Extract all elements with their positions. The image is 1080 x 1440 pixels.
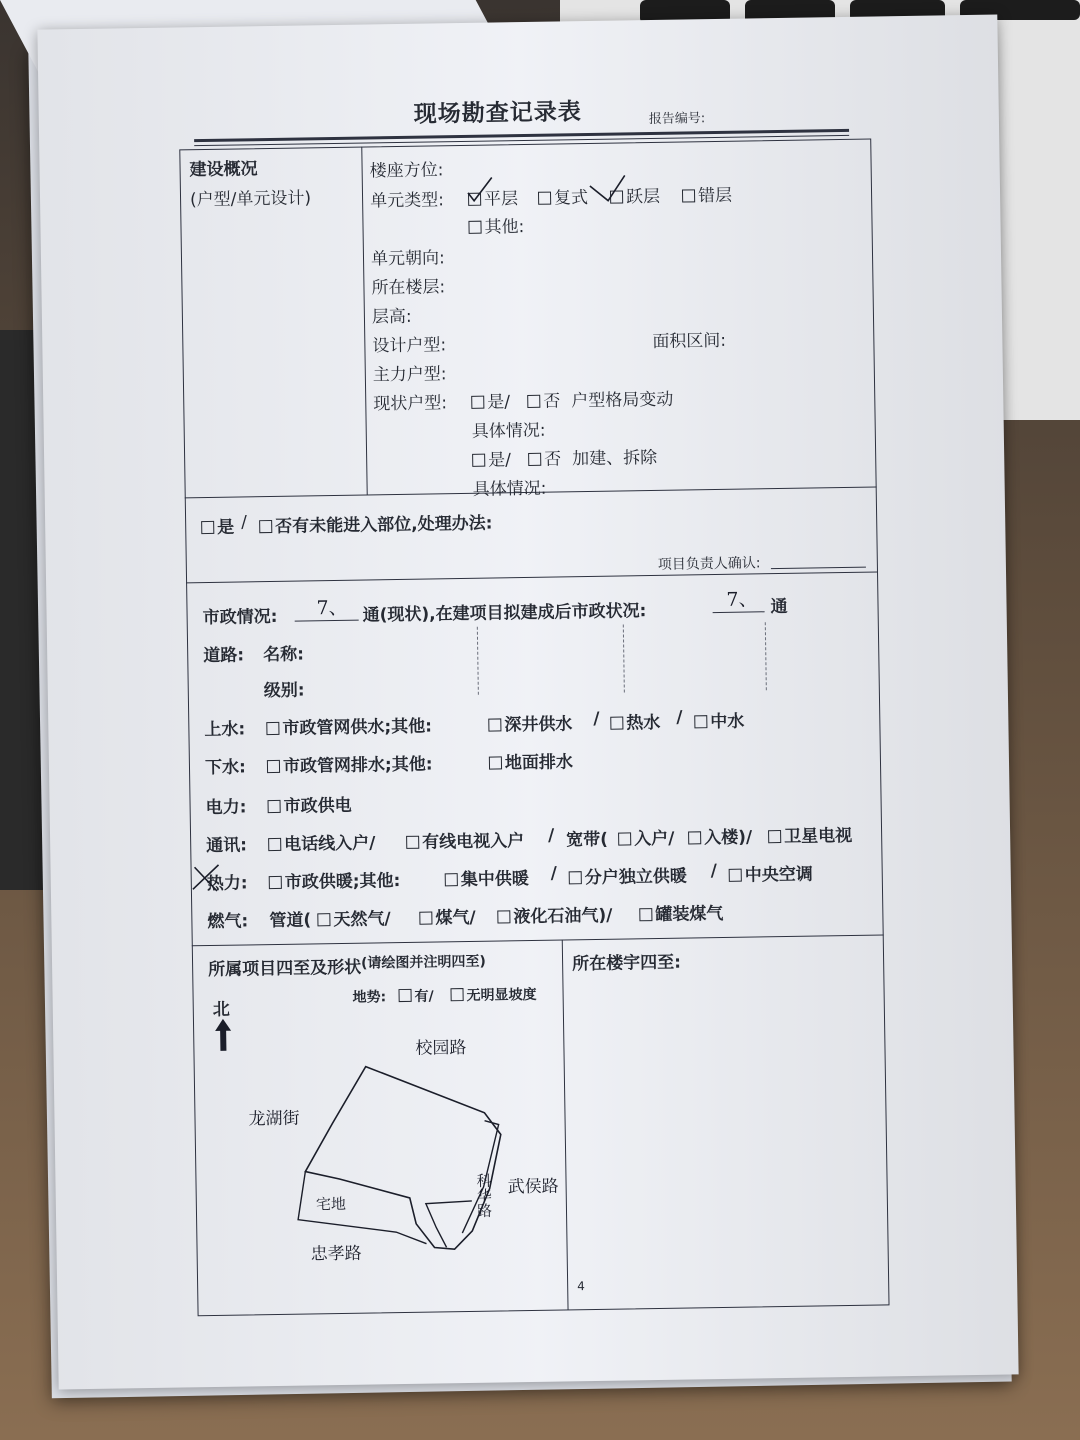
unit-type-skip[interactable]: 跃层 <box>610 182 660 208</box>
form-title: 现场勘查记录表 <box>413 99 582 128</box>
build-label: 建设概况 <box>189 159 258 181</box>
road-label-east: 武侯路 <box>507 1176 559 1198</box>
heat-central[interactable]: 集中供暖 <box>445 864 529 890</box>
water-label: 上水: <box>204 719 246 741</box>
gas-lpg[interactable]: 液化石油气)/ <box>497 901 612 928</box>
unit-type-split[interactable]: 错层 <box>682 181 732 207</box>
terrain-label: 地势: <box>352 989 387 1006</box>
layout-change-text: 户型格局变动 <box>571 389 674 412</box>
municipal-future-value: 7、 <box>726 588 758 611</box>
current-type-label: 现状户型: <box>373 393 448 415</box>
gas-coal[interactable]: 煤气/ <box>419 903 476 929</box>
heat-label: 热力: <box>206 873 248 895</box>
land-label: 宅地 <box>315 1194 347 1214</box>
unit-type-other[interactable]: 其他: <box>468 212 524 238</box>
north-arrow-icon <box>213 1017 234 1053</box>
road-label-south: 忠孝路 <box>310 1243 362 1265</box>
sketch-label: 所属项目四至及形状 (请绘图并注明四至) <box>208 953 486 981</box>
drain-surface[interactable]: 地面排水 <box>489 747 573 773</box>
water-reclaimed[interactable]: 中水 <box>694 707 744 733</box>
unit-type-label: 单元类型: <box>369 190 445 212</box>
build-sublabel: (户型/单元设计) <box>189 188 312 211</box>
municipal-mid-text: 通(现状),在建项目拟建成后市政状况: <box>362 601 647 626</box>
water-municipal[interactable]: 市政管网供水;其他: <box>266 712 432 740</box>
design-type-label: 设计户型: <box>372 335 447 357</box>
height-label: 层高: <box>371 306 412 328</box>
terrain-yes[interactable]: 有/ <box>398 986 433 1007</box>
detail-label-2: 具体情况: <box>472 478 547 500</box>
orientation-label: 单元朝向: <box>370 248 445 270</box>
road-label-west: 龙湖街 <box>248 1108 300 1130</box>
power-municipal[interactable]: 市政供电 <box>267 791 351 817</box>
addition-no[interactable]: 否 <box>528 444 561 470</box>
report-number-label: 报告编号: <box>648 111 706 128</box>
road-name-label: 名称: <box>263 644 305 666</box>
terrain-flat[interactable]: 无明显坡度 <box>450 984 536 1005</box>
checkmark-icon <box>460 164 701 208</box>
gas-pipe: 管道( <box>269 910 312 932</box>
slash: / <box>710 861 718 882</box>
cross-mark-icon <box>188 861 223 896</box>
municipal-label: 市政情况: <box>202 606 278 629</box>
comm-broadband: 宽带( <box>566 829 609 851</box>
road-label-north: 校园路 <box>415 1038 467 1059</box>
heat-ac[interactable]: 中央空调 <box>729 860 813 886</box>
addition-yes[interactable]: 是/ <box>472 445 511 471</box>
heat-municipal[interactable]: 市政供暖;其他: <box>269 866 401 893</box>
municipal-current-value: 7、 <box>316 596 348 620</box>
inaccessible-no[interactable]: 否有未能进入部位,处理办法: <box>259 509 493 538</box>
detail-label: 具体情况: <box>471 420 546 442</box>
slash: / <box>547 825 555 846</box>
unit-type-duplex[interactable]: 复式 <box>538 183 588 209</box>
municipal-end-text: 通 <box>770 596 788 618</box>
confirm-label: 项目负责人确认: <box>657 555 761 573</box>
comm-cable[interactable]: 有线电视入户 <box>406 826 524 853</box>
slash: / <box>676 707 683 728</box>
survey-form-page <box>37 15 1018 1390</box>
drain-municipal[interactable]: 市政管网排水;其他: <box>267 750 433 778</box>
slash: / <box>550 863 558 884</box>
comm-building[interactable]: 入楼)/ <box>688 822 752 848</box>
site-sketch <box>283 1042 526 1266</box>
north-label: 北 <box>212 999 230 1020</box>
layout-no[interactable]: 否 <box>527 386 560 412</box>
gas-natural[interactable]: 天然气/ <box>317 904 391 930</box>
unit-type-flat[interactable]: 平层 <box>468 184 518 210</box>
slash: / <box>593 708 600 729</box>
road-level-label: 级别: <box>263 680 305 702</box>
comm-label: 通讯: <box>206 835 248 857</box>
gas-label: 燃气: <box>207 911 249 933</box>
inaccessible-yes[interactable]: 是 <box>201 513 234 539</box>
main-type-label: 主力户型: <box>372 364 447 386</box>
water-well[interactable]: 深井供水 <box>488 709 572 735</box>
slash: / <box>240 512 248 533</box>
water-hot[interactable]: 热水 <box>610 708 660 734</box>
floor-label: 所在楼层: <box>371 277 446 299</box>
drain-label: 下水: <box>204 757 246 779</box>
area-range-label: 面积区间: <box>652 330 727 353</box>
layout-yes[interactable]: 是/ <box>471 387 510 413</box>
gas-canned[interactable]: 罐装煤气 <box>639 899 723 925</box>
building-sketch-label: 所在楼宇四至: <box>571 952 682 975</box>
page-number: 4 <box>577 1279 585 1294</box>
heat-individual[interactable]: 分户独立供暖 <box>569 862 687 889</box>
comm-home[interactable]: 入户/ <box>618 824 675 850</box>
addition-text: 加建、拆除 <box>572 447 658 470</box>
power-label: 电力: <box>205 797 247 819</box>
comm-satellite[interactable]: 卫星电视 <box>768 821 852 847</box>
road-label-east-inner: 科华路 <box>474 1172 494 1218</box>
road-label: 道路: <box>203 645 245 667</box>
location-label: 楼座方位: <box>369 160 444 182</box>
comm-phone[interactable]: 电话线入户/ <box>268 828 376 855</box>
